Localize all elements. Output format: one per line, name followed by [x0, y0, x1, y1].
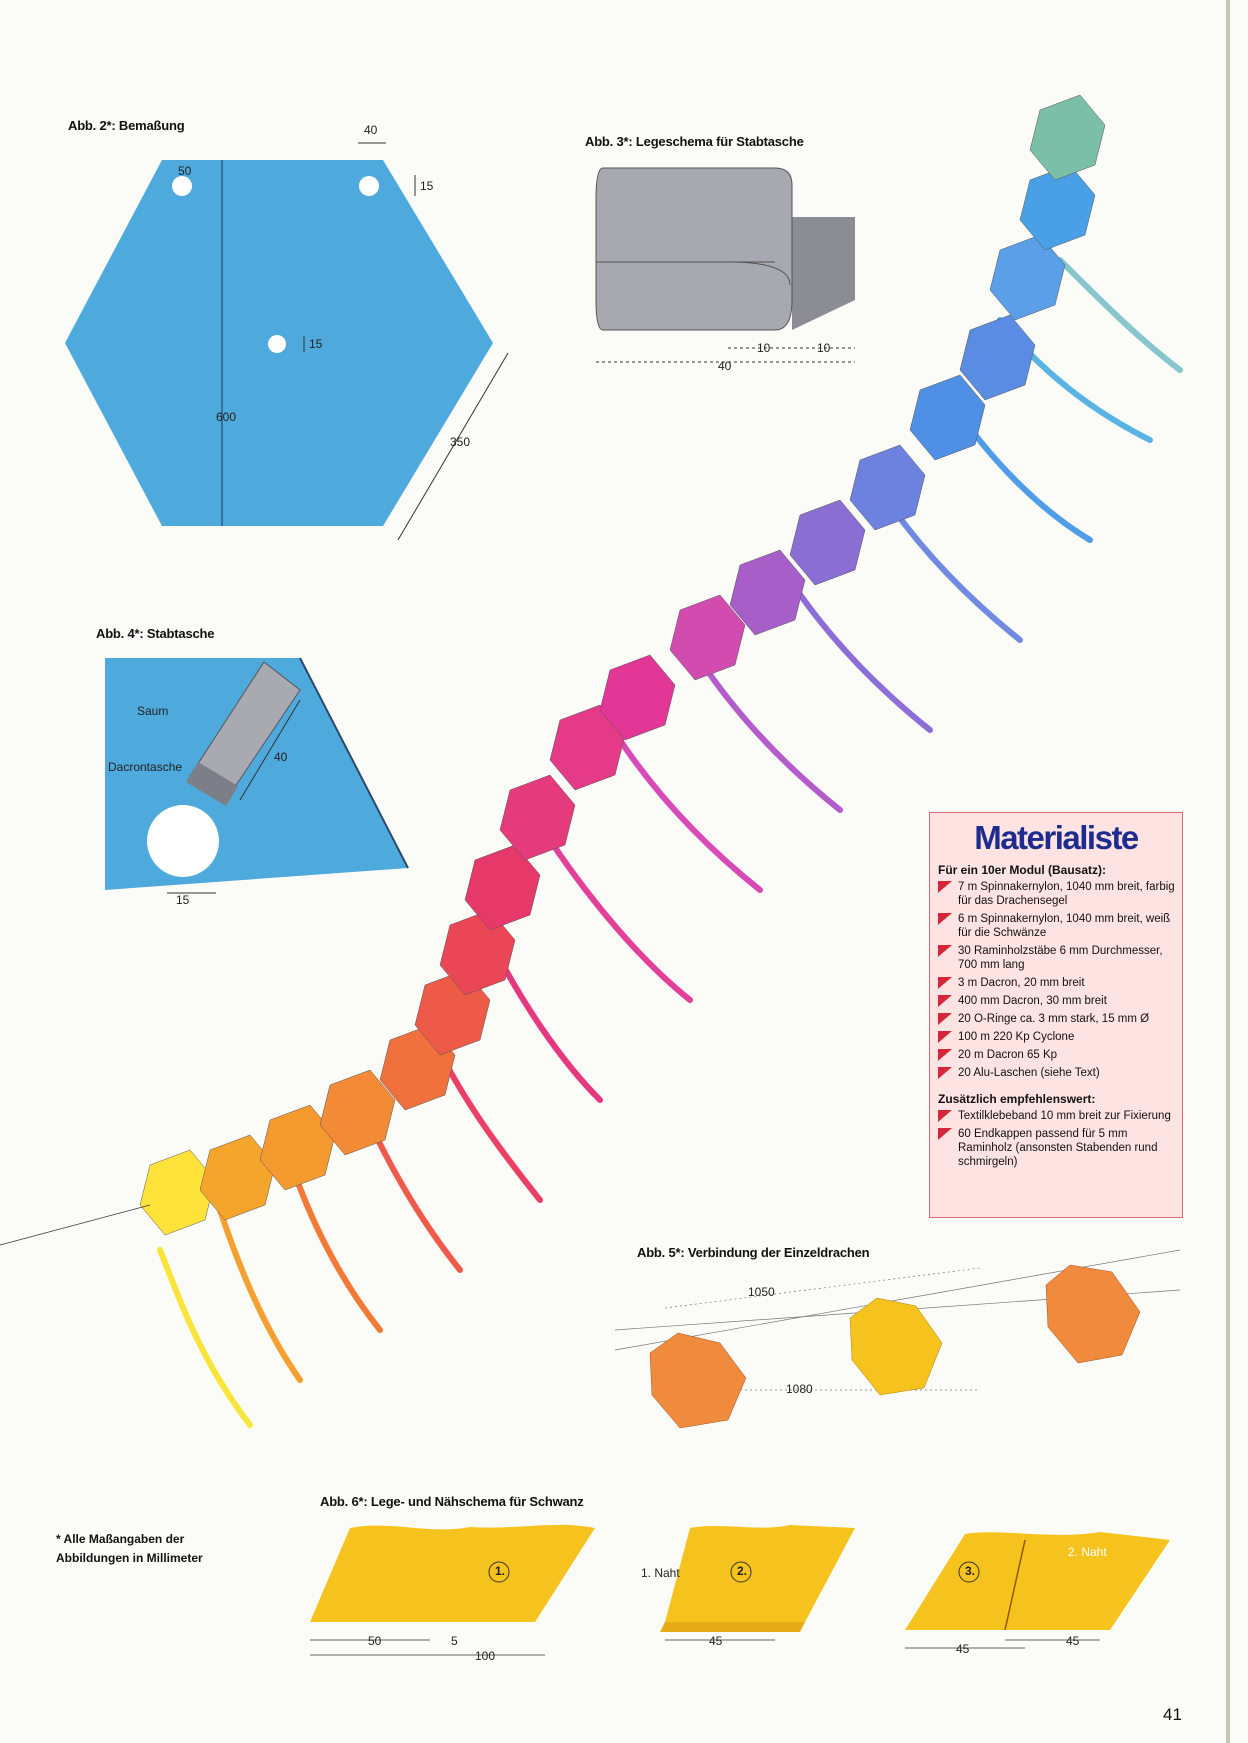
material-list-title: Materialiste — [974, 819, 1138, 856]
abb6-step-2: 2. — [737, 1564, 748, 1578]
abb5-dim-bottom: 1080 — [786, 1382, 813, 1396]
list-item: 7 m Spinnakernylon, 1040 mm breit, farbig für das Drachensegel — [938, 880, 1176, 908]
abb2-dim-center-hole: 15 — [309, 337, 323, 351]
abb3-dim-a: 10 — [757, 341, 771, 355]
abb2-dim-side: 350 — [450, 435, 471, 449]
list-item: 20 Alu-Laschen (siehe Text) — [938, 1066, 1176, 1080]
bullet-icon — [938, 1049, 952, 1061]
bullet-icon — [938, 913, 952, 925]
abb5-title: Abb. 5*: Verbindung der Einzeldrachen — [637, 1245, 870, 1260]
abb4-dim-hole: 15 — [176, 893, 190, 907]
abb4-label-saum: Saum — [137, 704, 169, 718]
list-item: 60 Endkappen passend für 5 mm Raminholz (ansonsten Stabenden rund schmirgeln) — [938, 1127, 1176, 1169]
abb4-title: Abb. 4*: Stabtasche — [96, 626, 215, 641]
list-item: 3 m Dacron, 20 mm breit — [938, 976, 1176, 990]
abb3-title: Abb. 3*: Legeschema für Stabtasche — [585, 134, 804, 149]
material-extra-items — [930, 1109, 1182, 1169]
page-number: 41 — [1163, 1705, 1182, 1724]
abb6-dim-45c: 45 — [1066, 1634, 1080, 1648]
abb2-hexagon-drawing — [65, 143, 508, 540]
bullet-icon — [938, 1031, 952, 1043]
abb6-dim-100: 100 — [475, 1649, 496, 1663]
abb5-connection-drawing — [615, 1250, 1180, 1428]
abb3-fold-drawing — [596, 168, 855, 362]
list-item: 400 mm Dacron, 30 mm breit — [938, 994, 1176, 1008]
list-item: 6 m Spinnakernylon, 1040 mm breit, weiß für die Schwänze — [938, 912, 1176, 940]
abb4-label-dacron: Dacrontasche — [108, 760, 183, 774]
abb2-dim-hole-offset: 15 — [420, 179, 434, 193]
abb6-label-naht2: 2. Naht — [1068, 1545, 1107, 1559]
abb6-tail-drawings — [310, 1525, 1170, 1655]
footnote: * Alle Maßangaben der Abbildungen in Millimeter — [56, 1532, 203, 1565]
abb3-dim-total: 40 — [718, 359, 732, 373]
abb6-dim-5: 5 — [451, 1634, 458, 1648]
list-item: 30 Raminholzstäbe 6 mm Durchmesser, 700 mm lang — [938, 944, 1176, 972]
abb6-dim-45b: 45 — [956, 1642, 970, 1656]
bullet-icon — [938, 945, 952, 957]
list-item: 100 m 220 Kp Cyclone — [938, 1030, 1176, 1044]
abb6-dim-45a: 45 — [709, 1634, 723, 1648]
abb5-dim-top: 1050 — [748, 1285, 775, 1299]
bullet-icon — [938, 977, 952, 989]
abb6-label-naht1: 1. Naht — [641, 1566, 680, 1580]
abb6-step-1: 1. — [495, 1564, 506, 1578]
material-list-subtitle: Für ein 10er Modul (Bausatz): — [938, 863, 1107, 877]
bullet-icon — [938, 1128, 952, 1140]
abb4-dim-length: 40 — [274, 750, 288, 764]
abb2-dim-width-top: 40 — [364, 123, 378, 137]
bullet-icon — [938, 1067, 952, 1079]
bullet-icon — [938, 1013, 952, 1025]
bullet-icon — [938, 995, 952, 1007]
material-list-box — [929, 812, 1183, 1218]
abb6-dim-50: 50 — [368, 1634, 382, 1648]
abb2-dim-height: 600 — [216, 410, 237, 424]
list-item: Textilklebeband 10 mm breit zur Fixierung — [938, 1109, 1176, 1123]
list-item: 20 m Dacron 65 Kp — [938, 1048, 1176, 1062]
material-list-extra-subtitle: Zusätzlich empfehlenswert: — [938, 1092, 1096, 1106]
abb6-title: Abb. 6*: Lege- und Nähschema für Schwanz — [320, 1494, 584, 1509]
abb3-dim-b: 10 — [817, 341, 831, 355]
abb4-pocket-drawing — [105, 658, 408, 893]
bullet-icon — [938, 1110, 952, 1122]
material-items — [930, 880, 1182, 1080]
bullet-icon — [938, 881, 952, 893]
abb2-dim-hole-corner: 50 — [178, 164, 192, 178]
abb2-title: Abb. 2*: Bemaßung — [68, 118, 185, 133]
list-item: 20 O-Ringe ca. 3 mm stark, 15 mm Ø — [938, 1012, 1176, 1026]
abb6-step-3: 3. — [965, 1564, 976, 1578]
